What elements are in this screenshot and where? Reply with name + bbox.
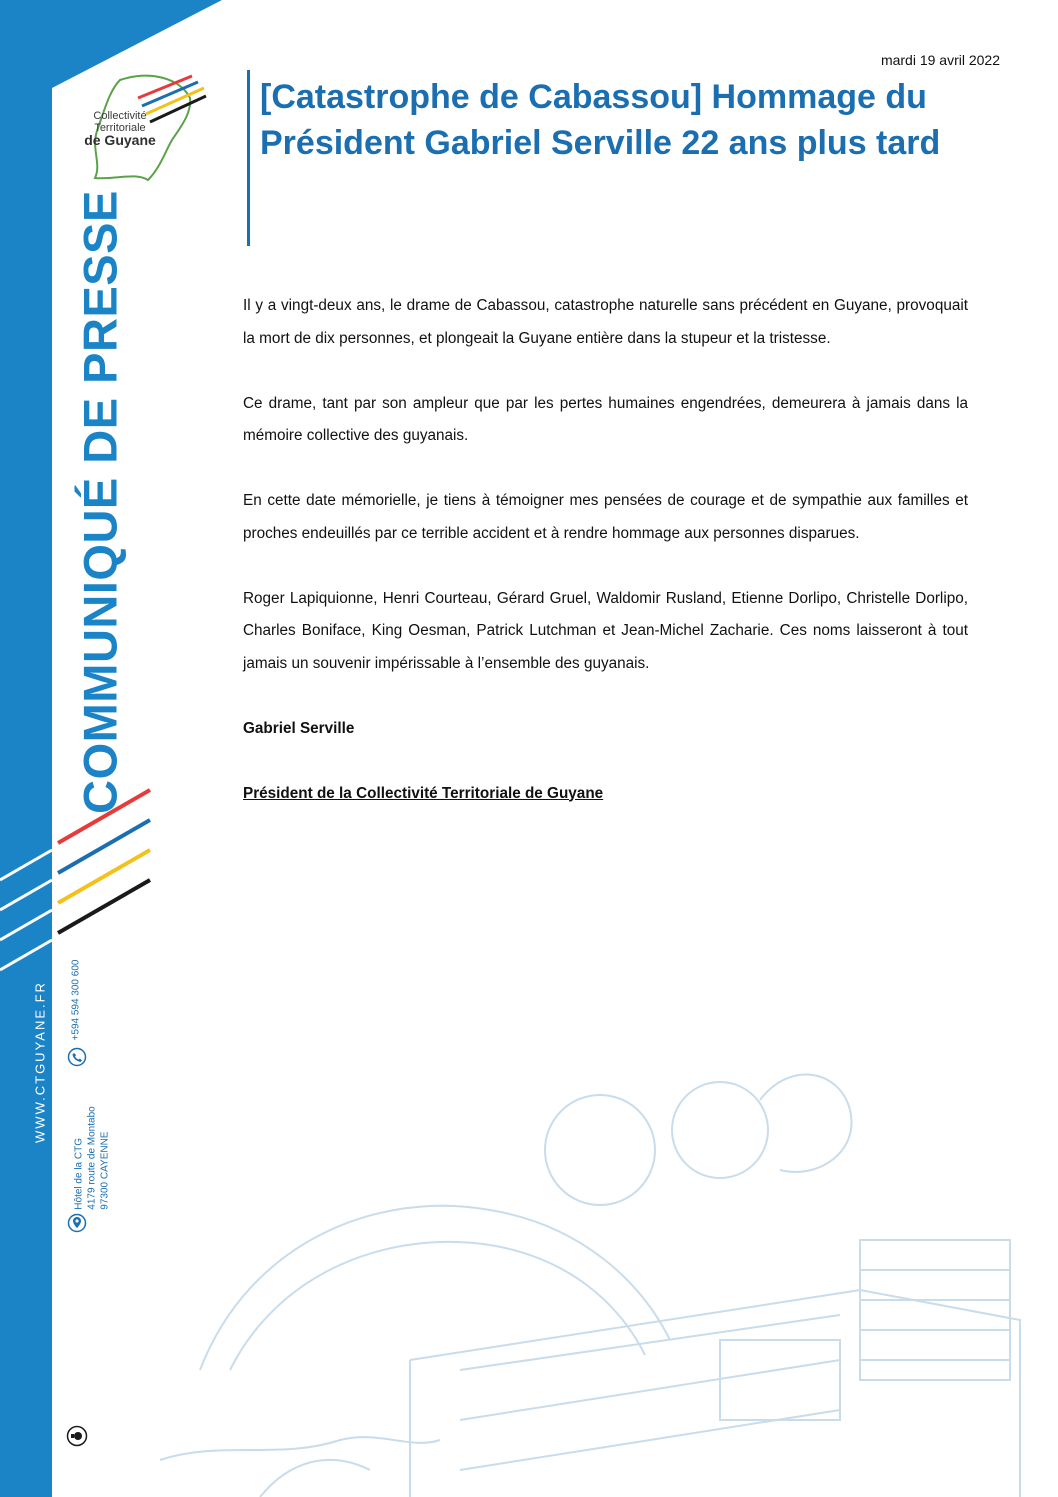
page-title xyxy=(260,74,1020,166)
title-accent-rule xyxy=(247,70,250,246)
logo-text xyxy=(80,110,160,146)
location-pin-icon xyxy=(67,1213,87,1233)
logo-line-2: Territoriale xyxy=(94,122,146,134)
phone-icon xyxy=(67,1047,87,1067)
address-line-2: 4179 route de Montabo xyxy=(86,1106,98,1210)
signature-name: Gabriel Serville xyxy=(243,719,355,737)
website-link[interactable]: WWW.CTGUYANE.FR xyxy=(32,981,48,1143)
press-release-vertical-title: COMMUNIQUÉ DE PRESSE xyxy=(73,190,127,814)
release-date: mardi 19 avril 2022 xyxy=(880,52,1000,68)
building-sketch-watermark xyxy=(160,1040,1058,1497)
address-line-1: Hôtel de la CTG xyxy=(73,1138,85,1210)
phone-number: +594 594 300 600 xyxy=(70,959,82,1041)
paragraph: Il y a vingt-deux ans, le drame de Cabassou, catastrophe naturelle sans précédent en Guyane, provoquait la mort de dix personnes, et plongeait la Guyane entière dans la stupeur et la tristesse. xyxy=(243,297,968,347)
press-release-body xyxy=(243,290,968,843)
paragraph: En cette date mémorielle, je tiens à témoigner mes pensées de courage et de sympathie aux familles et proches endeuillés par ce terrible accident et à rendre hommage aux personnes disparues. xyxy=(243,492,968,542)
title-line-2: Président Gabriel Serville 22 ans plus tard xyxy=(260,124,941,162)
title-line-1: [Catastrophe de Cabassou] Hommage du xyxy=(260,78,927,116)
speaker-icon xyxy=(66,1425,88,1447)
paragraph: Ce drame, tant par son ampleur que par les pertes humaines engendrées, demeurera à jamais dans la mémoire collective des guyanais. xyxy=(243,394,968,444)
postal-address xyxy=(73,1106,112,1209)
logo-line-3: de Guyane xyxy=(84,132,156,148)
address-line-3: 97300 CAYENNE xyxy=(99,1131,111,1210)
paragraph: Roger Lapiquionne, Henri Courteau, Gérard Gruel, Waldomir Rusland, Etienne Dorlipo, Christelle Dorlipo, Charles Boniface, King Oesman, Patrick Lutchman et Jean-Michel Zacharie. Ces noms laisseront à tout jamais un souvenir impérissable à l’ensemble des guyanais. xyxy=(243,589,968,672)
signature-role: Président de la Collectivité Territoriale de Guyane xyxy=(243,784,604,802)
logo-line-1: Collectivité xyxy=(93,110,147,122)
